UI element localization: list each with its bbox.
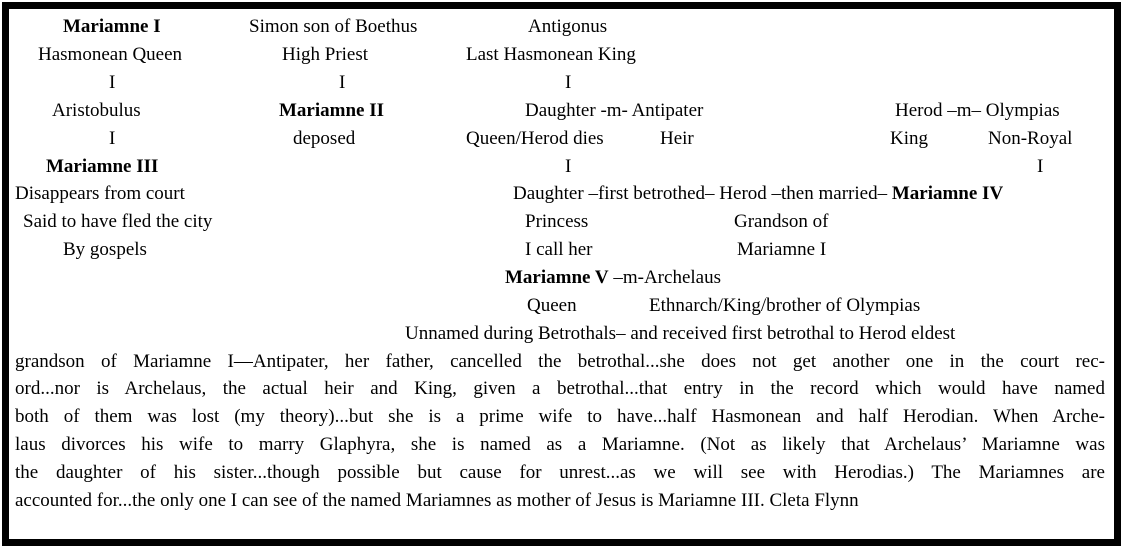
note-king: King xyxy=(890,128,928,149)
betrothal-text: Daughter –first betrothed– Herod –then married– xyxy=(513,183,892,204)
note-fled-city: Said to have fled the city xyxy=(23,211,213,232)
name-mariamne-iv: Mariamne IV xyxy=(891,183,1004,204)
title-last-hasmonean-king: Last Hasmonean King xyxy=(466,44,636,65)
lineage-connector: I xyxy=(565,72,572,93)
name-mariamne-v: Mariamne V xyxy=(505,267,609,288)
lineage-connector: I xyxy=(109,72,116,93)
name-mariamne-iii: Mariamne III xyxy=(46,156,159,177)
note-queen: Queen xyxy=(527,295,577,316)
note-grandson-of: Grandson of xyxy=(734,211,829,232)
lineage-connector: I xyxy=(565,156,572,177)
note-deposed: deposed xyxy=(293,128,356,149)
name-simon: Simon son of Boethus xyxy=(249,16,418,37)
daughter-antipater: Daughter -m- Antipater xyxy=(525,100,704,121)
paragraph-line: ord...nor is Archelaus, the actual heir and King, given a betrothal...that entry in the record which would have named xyxy=(15,378,1105,399)
lineage-connector: I xyxy=(1037,156,1044,177)
paragraph-line: the daughter of his sister...though possible but cause for unrest...as we will see with Herodias.) The Mariamnes are xyxy=(15,462,1105,483)
note-mariamne-i: Mariamne I xyxy=(737,239,827,260)
married-archelaus: –m-Archelaus xyxy=(608,267,721,288)
title-high-priest: High Priest xyxy=(282,44,369,65)
name-aristobulus: Aristobulus xyxy=(52,100,141,121)
name-mariamne-i: Mariamne I xyxy=(63,16,161,37)
betrothal-line xyxy=(513,180,1003,208)
mariamne-v-line xyxy=(505,264,721,292)
name-mariamne-ii: Mariamne II xyxy=(279,100,385,121)
title-hasmonean-queen: Hasmonean Queen xyxy=(38,44,183,65)
paragraph-line: accounted for...the only one I can see of the named Mariamnes as mother of Jesus is Mariamne III. Cleta Flynn xyxy=(15,490,859,511)
paragraph-line: both of them was lost (my theory)...but she is a prime wife to have...half Hasmonean and half Herodian. When Arche- xyxy=(15,406,1105,427)
lineage-connector: I xyxy=(109,128,116,149)
note-disappears: Disappears from court xyxy=(15,183,185,204)
name-antigonus: Antigonus xyxy=(528,16,608,37)
note-by-gospels: By gospels xyxy=(63,239,147,260)
note-heir: Heir xyxy=(660,128,694,149)
note-princess: Princess xyxy=(525,211,589,232)
note-ethnarch: Ethnarch/King/brother of Olympias xyxy=(649,295,921,316)
paragraph-line: laus divorces his wife to marry Glaphyra, she is named as a Mariamne. (Not as likely that Archelaus’ Mariamne was xyxy=(15,434,1105,455)
herod-olympias: Herod –m– Olympias xyxy=(895,100,1060,121)
note-i-call-her: I call her xyxy=(525,239,593,260)
paragraph-line: grandson of Mariamne I—Antipater, her father, cancelled the betrothal...she does not get another one in the court rec- xyxy=(15,351,1105,372)
lineage-connector: I xyxy=(339,72,346,93)
note-queen-herod-dies: Queen/Herod dies xyxy=(466,128,604,149)
paragraph-line: Unnamed during Betrothals– and received first betrothal to Herod eldest xyxy=(405,323,956,344)
note-non-royal: Non-Royal xyxy=(988,128,1073,149)
